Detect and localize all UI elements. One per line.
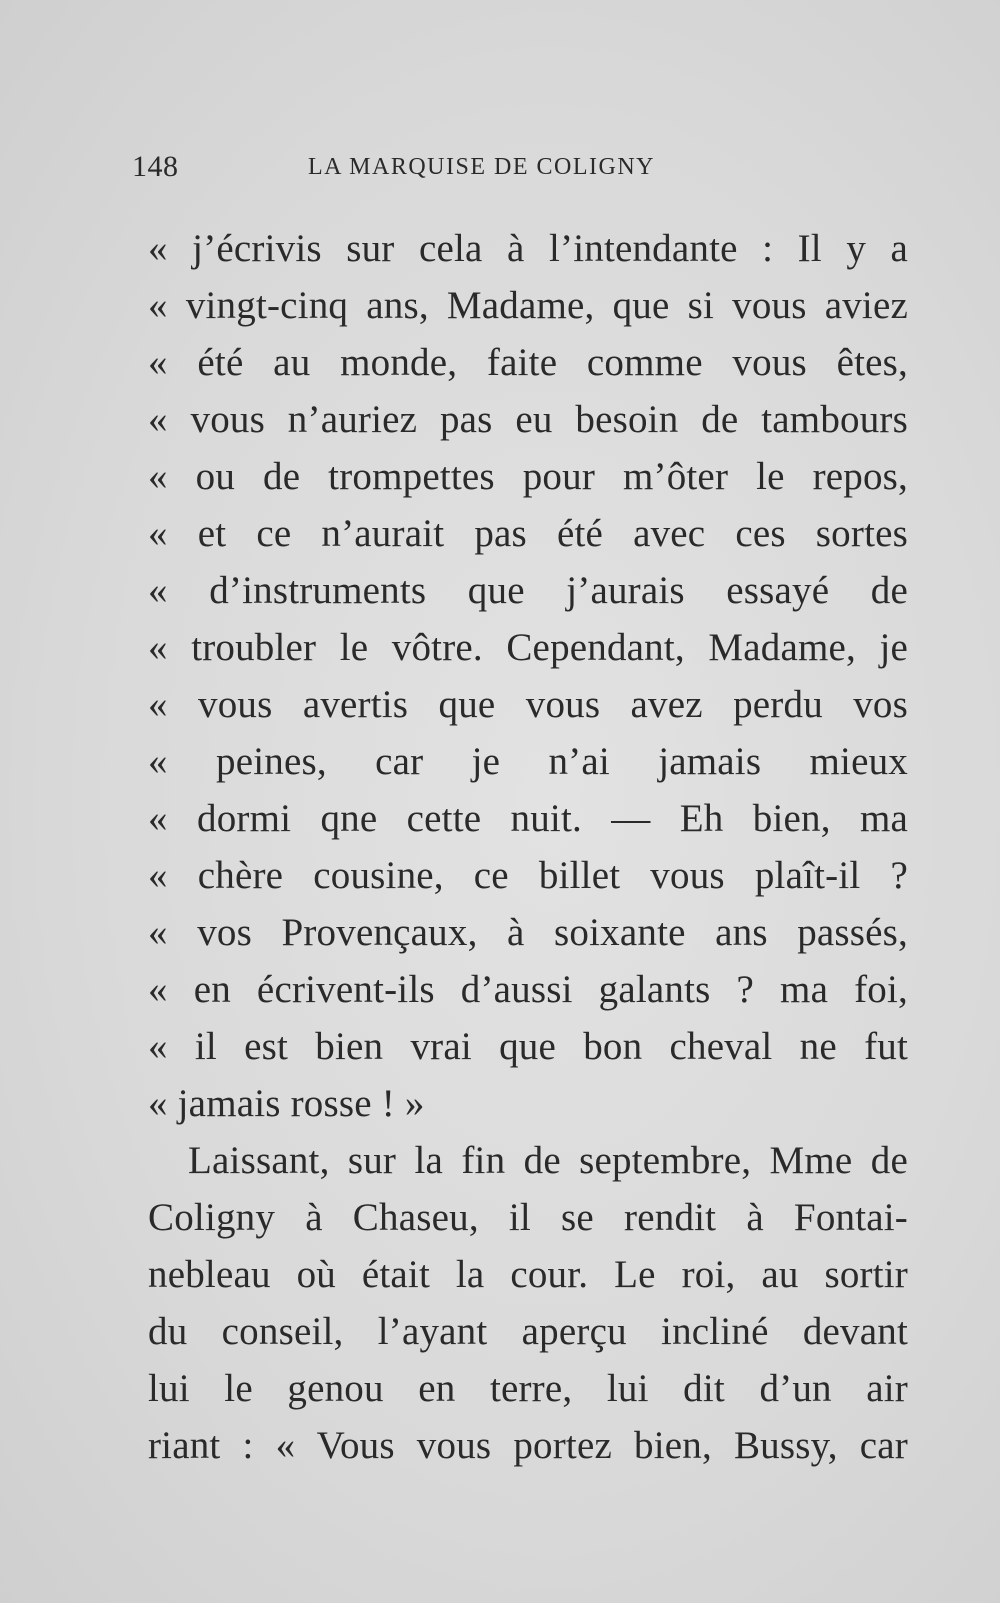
text-line: « et ce n’aurait pas été avec ces sortes	[148, 512, 908, 555]
text-line: « jamais rosse ! »	[148, 1082, 425, 1125]
text-line: « vos Provençaux, à soixante ans passés,	[148, 911, 908, 954]
text-line: « été au monde, faite comme vous êtes,	[148, 341, 908, 384]
text-line: « d’instruments que j’aurais essayé de	[148, 569, 908, 612]
text-line: « j’écrivis sur cela à l’intendante : Il y a	[148, 227, 908, 270]
page-header	[132, 150, 772, 190]
body-text	[148, 220, 908, 1474]
text-line: « troubler le vôtre. Cependant, Madame, je	[148, 626, 908, 669]
running-title: LA MARQUISE DE COLIGNY	[308, 154, 655, 180]
page-number: 148	[132, 150, 179, 183]
text-line: lui le genou en terre, lui dit d’un air	[148, 1367, 908, 1410]
text-line: nebleau où était la cour. Le roi, au sortir	[148, 1253, 908, 1296]
text-line: « vous n’auriez pas eu besoin de tambours	[148, 398, 908, 441]
text-line: Coligny à Chaseu, il se rendit à Fontai-	[148, 1196, 908, 1239]
text-line: « vingt-cinq ans, Madame, que si vous aviez	[148, 284, 908, 327]
text-line: « peines, car je n’ai jamais mieux	[148, 740, 908, 783]
text-line: « il est bien vrai que bon cheval ne fut	[148, 1025, 908, 1068]
text-line: « chère cousine, ce billet vous plaît-il ?	[148, 854, 908, 897]
text-line: « ou de trompettes pour m’ôter le repos,	[148, 455, 908, 498]
text-line: du conseil, l’ayant aperçu incliné devant	[148, 1310, 908, 1353]
text-line: « dormi qne cette nuit. — Eh bien, ma	[148, 797, 908, 840]
text-line: « en écrivent-ils d’aussi galants ? ma foi,	[148, 968, 908, 1011]
text-line: « vous avertis que vous avez perdu vos	[148, 683, 908, 726]
text-line: riant : « Vous vous portez bien, Bussy, car	[148, 1424, 908, 1467]
paragraph-first-line: Laissant, sur la fin de septembre, Mme de	[188, 1139, 908, 1182]
